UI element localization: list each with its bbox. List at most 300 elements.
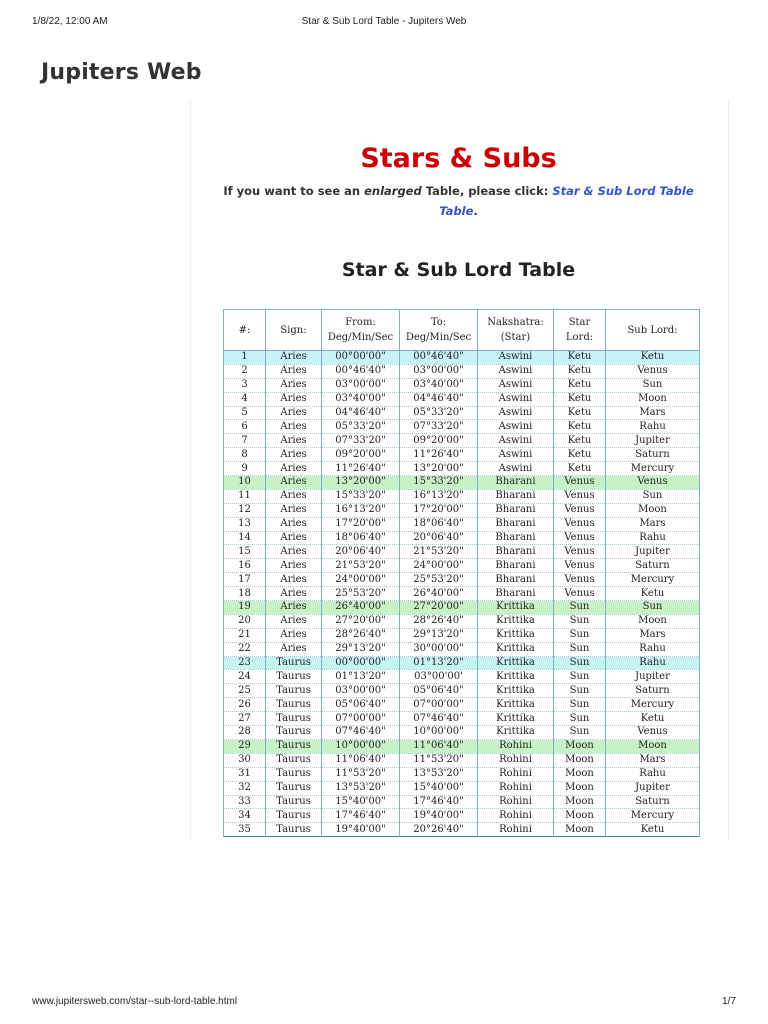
cell-sub-lord: Jupiter: [606, 670, 700, 684]
header-nakshatra-line1: Nakshatra:: [487, 317, 544, 328]
cell-star-lord: Venus: [554, 573, 606, 587]
cell-sub-lord: Sun: [606, 601, 700, 615]
table-row: [224, 823, 700, 837]
table-row: [224, 587, 700, 601]
cell-nakshatra: Bharani: [478, 587, 554, 601]
cell-nakshatra: Bharani: [478, 517, 554, 531]
cell-nakshatra: Krittika: [478, 601, 554, 615]
cell-from: 15°40'00": [322, 795, 400, 809]
cell-sub-lord: Ketu: [606, 823, 700, 837]
table-body: [224, 351, 700, 837]
cell-sign: Aries: [266, 531, 322, 545]
cell-star-lord: Venus: [554, 545, 606, 559]
table-row: [224, 406, 700, 420]
cell-to: 27°20'00": [400, 601, 478, 615]
cell-from: 16°13'20": [322, 503, 400, 517]
cell-to: 03°00'00": [400, 364, 478, 378]
table-row: [224, 545, 700, 559]
cell-star-lord: Venus: [554, 531, 606, 545]
cell-from: 21°53'20": [322, 559, 400, 573]
cell-sub-lord: Mars: [606, 517, 700, 531]
cell-to: 20°26'40": [400, 823, 478, 837]
cell-to: 21°53'20": [400, 545, 478, 559]
cell-to: 29°13'20": [400, 628, 478, 642]
cell-sign: Aries: [266, 489, 322, 503]
cell-from: 26°40'00": [322, 601, 400, 615]
table-row: [224, 670, 700, 684]
table-heading: Star & Sub Lord Table: [341, 259, 576, 281]
cell-num: 34: [224, 809, 266, 823]
cell-star-lord: Sun: [554, 726, 606, 740]
cell-nakshatra: Krittika: [478, 614, 554, 628]
cell-nakshatra: Aswini: [478, 448, 554, 462]
cell-star-lord: Moon: [554, 795, 606, 809]
cell-from: 17°20'00": [322, 517, 400, 531]
cell-sign: Aries: [266, 628, 322, 642]
table-row: [224, 517, 700, 531]
cell-star-lord: Ketu: [554, 392, 606, 406]
intro-emphasis: enlarged: [364, 184, 422, 198]
cell-from: 27°20'00": [322, 614, 400, 628]
cell-star-lord: Moon: [554, 809, 606, 823]
table-row: [224, 531, 700, 545]
cell-sign: Aries: [266, 448, 322, 462]
cell-star-lord: Ketu: [554, 351, 606, 365]
cell-from: 18°06'40": [322, 531, 400, 545]
cell-nakshatra: Rohini: [478, 739, 554, 753]
cell-nakshatra: Aswini: [478, 392, 554, 406]
cell-sub-lord: Moon: [606, 392, 700, 406]
cell-sub-lord: Jupiter: [606, 434, 700, 448]
cell-star-lord: Ketu: [554, 420, 606, 434]
cell-num: 29: [224, 739, 266, 753]
cell-to: 19°40'00": [400, 809, 478, 823]
table-row: [224, 767, 700, 781]
cell-star-lord: Sun: [554, 670, 606, 684]
cell-to: 13°20'00": [400, 462, 478, 476]
cell-sub-lord: Mars: [606, 628, 700, 642]
cell-nakshatra: Aswini: [478, 351, 554, 365]
cell-from: 13°53'20": [322, 781, 400, 795]
cell-num: 7: [224, 434, 266, 448]
cell-from: 01°13'20": [322, 670, 400, 684]
cell-star-lord: Moon: [554, 753, 606, 767]
cell-sub-lord: Ketu: [606, 712, 700, 726]
cell-to: 03°40'00": [400, 378, 478, 392]
cell-sub-lord: Saturn: [606, 684, 700, 698]
cell-nakshatra: Rohini: [478, 767, 554, 781]
cell-sign: Taurus: [266, 823, 322, 837]
header-to-line1: To:: [430, 317, 447, 328]
cell-nakshatra: Rohini: [478, 781, 554, 795]
cell-to: 17°20'00": [400, 503, 478, 517]
cell-from: 15°33'20": [322, 489, 400, 503]
table-row: [224, 378, 700, 392]
cell-sub-lord: Mars: [606, 406, 700, 420]
page-heading: Stars & Subs: [360, 143, 557, 174]
cell-nakshatra: Aswini: [478, 378, 554, 392]
table-row: [224, 684, 700, 698]
cell-sign: Aries: [266, 517, 322, 531]
cell-to: 00°46'40": [400, 351, 478, 365]
cell-from: 29°13'20": [322, 642, 400, 656]
cell-sub-lord: Rahu: [606, 767, 700, 781]
cell-from: 10°00'00": [322, 739, 400, 753]
cell-from: 09°20'00": [322, 448, 400, 462]
enlarged-table-link[interactable]: Star & Sub Lord Table: [552, 184, 694, 198]
print-header: [32, 16, 736, 30]
cell-sign: Aries: [266, 573, 322, 587]
table-row: [224, 364, 700, 378]
cell-sub-lord: Venus: [606, 364, 700, 378]
cell-sign: Aries: [266, 476, 322, 490]
cell-star-lord: Venus: [554, 517, 606, 531]
cell-num: 10: [224, 476, 266, 490]
cell-sign: Aries: [266, 559, 322, 573]
table-row: [224, 420, 700, 434]
cell-sign: Taurus: [266, 781, 322, 795]
cell-sub-lord: Moon: [606, 739, 700, 753]
cell-num: 8: [224, 448, 266, 462]
cell-num: 15: [224, 545, 266, 559]
table-row: [224, 434, 700, 448]
cell-sign: Aries: [266, 406, 322, 420]
table-row: [224, 781, 700, 795]
cell-sign: Taurus: [266, 670, 322, 684]
cell-sub-lord: Moon: [606, 503, 700, 517]
header-sub-lord: Sub Lord:: [606, 310, 700, 351]
cell-from: 04°46'40": [322, 406, 400, 420]
cell-sign: Aries: [266, 462, 322, 476]
cell-sign: Aries: [266, 545, 322, 559]
table-row: [224, 726, 700, 740]
cell-num: 13: [224, 517, 266, 531]
cell-star-lord: Ketu: [554, 434, 606, 448]
cell-star-lord: Ketu: [554, 378, 606, 392]
site-logo[interactable]: Jupiters Web: [41, 60, 202, 85]
cell-nakshatra: Rohini: [478, 823, 554, 837]
cell-to: 07°46'40": [400, 712, 478, 726]
cell-sub-lord: Moon: [606, 614, 700, 628]
cell-nakshatra: Bharani: [478, 476, 554, 490]
cell-num: 19: [224, 601, 266, 615]
cell-to: 11°26'40": [400, 448, 478, 462]
cell-to: 15°33'20": [400, 476, 478, 490]
cell-nakshatra: Aswini: [478, 420, 554, 434]
cell-to: 05°06'40": [400, 684, 478, 698]
cell-nakshatra: Krittika: [478, 726, 554, 740]
cell-num: 27: [224, 712, 266, 726]
cell-sign: Taurus: [266, 795, 322, 809]
cell-num: 12: [224, 503, 266, 517]
cell-sign: Aries: [266, 351, 322, 365]
cell-nakshatra: Krittika: [478, 684, 554, 698]
cell-to: 11°53'20": [400, 753, 478, 767]
cell-from: 11°53'20": [322, 767, 400, 781]
cell-sign: Aries: [266, 364, 322, 378]
print-page-title: Star & Sub Lord Table - Jupiters Web: [301, 16, 467, 27]
cell-num: 18: [224, 587, 266, 601]
cell-nakshatra: Bharani: [478, 573, 554, 587]
cell-star-lord: Moon: [554, 767, 606, 781]
cell-from: 00°00'00": [322, 351, 400, 365]
cell-num: 2: [224, 364, 266, 378]
header-from: [322, 310, 400, 351]
cell-star-lord: Sun: [554, 698, 606, 712]
cell-sign: Taurus: [266, 767, 322, 781]
cell-from: 11°26'40": [322, 462, 400, 476]
cell-sub-lord: Venus: [606, 476, 700, 490]
cell-from: 07°46'40": [322, 726, 400, 740]
table-row: [224, 489, 700, 503]
table-row: [224, 476, 700, 490]
cell-num: 33: [224, 795, 266, 809]
header-num: #:: [224, 310, 266, 351]
cell-nakshatra: Aswini: [478, 364, 554, 378]
cell-from: 05°33'20": [322, 420, 400, 434]
table-row: [224, 559, 700, 573]
cell-nakshatra: Aswini: [478, 434, 554, 448]
cell-num: 3: [224, 378, 266, 392]
cell-num: 20: [224, 614, 266, 628]
cell-sub-lord: Mars: [606, 753, 700, 767]
cell-to: 11°06'40": [400, 739, 478, 753]
cell-nakshatra: Krittika: [478, 670, 554, 684]
cell-sign: Aries: [266, 378, 322, 392]
cell-sub-lord: Ketu: [606, 351, 700, 365]
cell-to: 05°33'20": [400, 406, 478, 420]
table-row: [224, 503, 700, 517]
cell-num: 16: [224, 559, 266, 573]
cell-num: 14: [224, 531, 266, 545]
cell-nakshatra: Bharani: [478, 531, 554, 545]
table-row: [224, 642, 700, 656]
cell-to: 03°00'00': [400, 670, 478, 684]
cell-sub-lord: Rahu: [606, 531, 700, 545]
cell-nakshatra: Bharani: [478, 545, 554, 559]
cell-sign: Aries: [266, 392, 322, 406]
table-row: [224, 795, 700, 809]
table-row: [224, 573, 700, 587]
cell-to: 17°46'40": [400, 795, 478, 809]
cell-num: 17: [224, 573, 266, 587]
cell-star-lord: Ketu: [554, 364, 606, 378]
table-row: [224, 601, 700, 615]
table-row: [224, 448, 700, 462]
cell-sign: Aries: [266, 420, 322, 434]
table-row: [224, 614, 700, 628]
header-to-line2: Deg/Min/Sec: [405, 332, 472, 343]
header-star-lord-line1: Star: [568, 317, 591, 328]
enlarged-table-link-continued[interactable]: Table: [439, 204, 474, 218]
cell-sub-lord: Mercury: [606, 698, 700, 712]
cell-from: 17°46'40": [322, 809, 400, 823]
cell-sign: Taurus: [266, 656, 322, 670]
cell-from: 05°06'40": [322, 698, 400, 712]
cell-sign: Taurus: [266, 809, 322, 823]
cell-num: 11: [224, 489, 266, 503]
cell-from: 24°00'00": [322, 573, 400, 587]
cell-from: 03°00'00": [322, 378, 400, 392]
table-row: [224, 392, 700, 406]
header-star-lord: [554, 310, 606, 351]
print-page-number: 1/7: [722, 996, 736, 1007]
cell-from: 03°00'00": [322, 684, 400, 698]
header-nakshatra-line2: (Star): [500, 332, 531, 343]
cell-sign: Aries: [266, 601, 322, 615]
cell-to: 01°13'20": [400, 656, 478, 670]
cell-from: 13°20'00": [322, 476, 400, 490]
cell-star-lord: Moon: [554, 781, 606, 795]
cell-from: 00°46'40": [322, 364, 400, 378]
cell-to: 18°06'40": [400, 517, 478, 531]
cell-from: 11°06'40": [322, 753, 400, 767]
cell-nakshatra: Rohini: [478, 809, 554, 823]
cell-sub-lord: Ketu: [606, 587, 700, 601]
cell-sign: Aries: [266, 587, 322, 601]
intro-prefix: If you want to see an: [223, 184, 365, 198]
cell-from: 07°00'00": [322, 712, 400, 726]
cell-sub-lord: Mercury: [606, 809, 700, 823]
cell-nakshatra: Krittika: [478, 698, 554, 712]
cell-from: 25°53'20": [322, 587, 400, 601]
cell-to: 07°00'00": [400, 698, 478, 712]
cell-num: 6: [224, 420, 266, 434]
cell-from: 28°26'40": [322, 628, 400, 642]
cell-star-lord: Venus: [554, 559, 606, 573]
cell-star-lord: Sun: [554, 656, 606, 670]
cell-sub-lord: Jupiter: [606, 545, 700, 559]
cell-to: 25°53'20": [400, 573, 478, 587]
table-row: [224, 698, 700, 712]
cell-nakshatra: Aswini: [478, 406, 554, 420]
table-row: [224, 351, 700, 365]
cell-sign: Taurus: [266, 739, 322, 753]
cell-num: 22: [224, 642, 266, 656]
cell-num: 25: [224, 684, 266, 698]
cell-star-lord: Venus: [554, 476, 606, 490]
cell-star-lord: Sun: [554, 684, 606, 698]
cell-to: 26°40'00": [400, 587, 478, 601]
cell-star-lord: Ketu: [554, 406, 606, 420]
cell-star-lord: Sun: [554, 712, 606, 726]
cell-sub-lord: Saturn: [606, 448, 700, 462]
table-row: [224, 739, 700, 753]
cell-sub-lord: Saturn: [606, 795, 700, 809]
cell-sub-lord: Jupiter: [606, 781, 700, 795]
cell-to: 07°33'20": [400, 420, 478, 434]
cell-sign: Taurus: [266, 726, 322, 740]
header-star-lord-line2: Lord:: [565, 332, 594, 343]
cell-sub-lord: Mercury: [606, 573, 700, 587]
cell-from: 07°33'20": [322, 434, 400, 448]
table-row: [224, 809, 700, 823]
print-date: 1/8/22, 12:00 AM: [32, 16, 108, 27]
cell-nakshatra: Rohini: [478, 795, 554, 809]
cell-nakshatra: Krittika: [478, 712, 554, 726]
table-row: [224, 656, 700, 670]
cell-star-lord: Sun: [554, 601, 606, 615]
cell-star-lord: Sun: [554, 614, 606, 628]
cell-sign: Taurus: [266, 684, 322, 698]
print-footer: [32, 996, 736, 1010]
intro-mid: Table, please click:: [421, 184, 553, 198]
cell-num: 26: [224, 698, 266, 712]
cell-to: 10°00'00": [400, 726, 478, 740]
cell-star-lord: Venus: [554, 503, 606, 517]
intro-suffix: .: [473, 204, 478, 218]
print-url[interactable]: www.jupitersweb.com/star--sub-lord-table.html: [32, 996, 238, 1007]
cell-star-lord: Venus: [554, 587, 606, 601]
cell-num: 32: [224, 781, 266, 795]
table-header-row: [224, 310, 700, 351]
cell-star-lord: Ketu: [554, 448, 606, 462]
cell-to: 20°06'40": [400, 531, 478, 545]
cell-sub-lord: Rahu: [606, 656, 700, 670]
intro-text: [190, 181, 727, 221]
cell-sub-lord: Rahu: [606, 420, 700, 434]
cell-sign: Taurus: [266, 753, 322, 767]
cell-sign: Taurus: [266, 698, 322, 712]
cell-num: 35: [224, 823, 266, 837]
cell-sign: Aries: [266, 503, 322, 517]
cell-num: 30: [224, 753, 266, 767]
cell-nakshatra: Aswini: [478, 462, 554, 476]
cell-star-lord: Moon: [554, 739, 606, 753]
cell-to: 09°20'00": [400, 434, 478, 448]
header-sign: Sign:: [266, 310, 322, 351]
cell-num: 5: [224, 406, 266, 420]
cell-to: 15°40'00": [400, 781, 478, 795]
cell-to: 16°13'20": [400, 489, 478, 503]
cell-num: 23: [224, 656, 266, 670]
cell-to: 04°46'40": [400, 392, 478, 406]
cell-num: 21: [224, 628, 266, 642]
cell-num: 28: [224, 726, 266, 740]
cell-sub-lord: Rahu: [606, 642, 700, 656]
cell-num: 9: [224, 462, 266, 476]
cell-sub-lord: Sun: [606, 378, 700, 392]
header-nakshatra: [478, 310, 554, 351]
cell-to: 28°26'40": [400, 614, 478, 628]
cell-nakshatra: Krittika: [478, 642, 554, 656]
cell-to: 24°00'00": [400, 559, 478, 573]
cell-sign: Aries: [266, 434, 322, 448]
cell-from: 20°06'40": [322, 545, 400, 559]
cell-nakshatra: Krittika: [478, 628, 554, 642]
table-row: [224, 462, 700, 476]
cell-num: 24: [224, 670, 266, 684]
cell-num: 1: [224, 351, 266, 365]
cell-sign: Taurus: [266, 712, 322, 726]
cell-sub-lord: Sun: [606, 489, 700, 503]
table-row: [224, 628, 700, 642]
cell-sub-lord: Saturn: [606, 559, 700, 573]
cell-star-lord: Moon: [554, 823, 606, 837]
cell-sign: Aries: [266, 614, 322, 628]
cell-num: 31: [224, 767, 266, 781]
cell-star-lord: Venus: [554, 489, 606, 503]
cell-sign: Aries: [266, 642, 322, 656]
cell-from: 19°40'00": [322, 823, 400, 837]
header-from-line1: From:: [345, 317, 376, 328]
cell-star-lord: Sun: [554, 642, 606, 656]
cell-to: 30°00'00": [400, 642, 478, 656]
cell-sub-lord: Mercury: [606, 462, 700, 476]
cell-star-lord: Sun: [554, 628, 606, 642]
table-row: [224, 753, 700, 767]
cell-sub-lord: Venus: [606, 726, 700, 740]
